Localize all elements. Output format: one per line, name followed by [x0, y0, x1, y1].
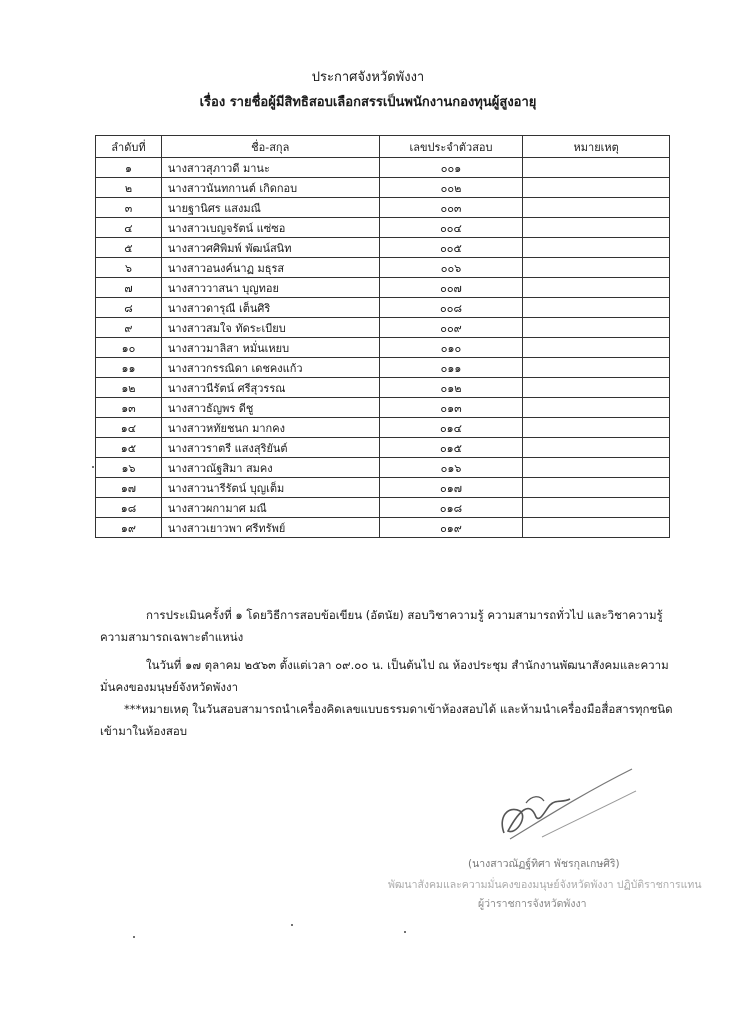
- note-cell: [523, 378, 670, 398]
- name-cell: นางสาวกรรณิดา เดชคงแก้ว: [161, 358, 379, 378]
- column-header-note: หมายเหตุ: [523, 136, 670, 158]
- note-cell: [523, 438, 670, 458]
- name-cell: นางสาวดารุณี เต็นศิริ: [161, 298, 379, 318]
- seq-cell: ๑๕: [96, 438, 162, 458]
- exam-number-cell: ๐๑๕: [379, 438, 523, 458]
- table-row: [96, 438, 670, 458]
- table-row: [96, 338, 670, 358]
- signatory-position-2: ผู้ว่าราชการจังหวัดพังงา: [478, 898, 587, 910]
- note-cell: [523, 298, 670, 318]
- exam-date-paragraph: ในวันที่ ๑๗ ตุลาคม ๒๕๖๓ ตั้งแต่เวลา ๐๙.๐๐ น. เป็นต้นไป ณ ห้องประชุม สำนักงานพัฒนาสังคมและความมั่นคงของมนุษย์จังหวัดพังงา: [100, 658, 669, 694]
- note-cell: [523, 178, 670, 198]
- note-cell: [523, 398, 670, 418]
- exam-number-cell: ๐๑๖: [379, 458, 523, 478]
- seq-cell: ๑๗: [96, 478, 162, 498]
- seq-cell: ๖: [96, 258, 162, 278]
- name-cell: นางสาวสมใจ ทัดระเบียบ: [161, 318, 379, 338]
- signatory-name: (นางสาวณัฏฐ์ทิศา พัชรกุลเกษศิริ): [468, 858, 620, 870]
- column-header-seq: ลำดับที่: [96, 136, 162, 158]
- exam-number-cell: ๐๐๓: [379, 198, 523, 218]
- table-row: [96, 198, 670, 218]
- seq-cell: ๑๖: [96, 458, 162, 478]
- signature-image: [490, 765, 640, 850]
- seq-cell: ๑๐: [96, 338, 162, 358]
- exam-number-cell: ๐๑๐: [379, 338, 523, 358]
- exam-method-paragraph: การประเมินครั้งที่ ๑ โดยวิธีการสอบข้อเขียน (อัตนัย) สอบวิชาความรู้ ความสามารถทั่วไป และวิชาความรู้ความสามารถเฉพาะตำแหน่ง: [100, 608, 663, 644]
- announcement-title: ประกาศจังหวัดพังงา: [311, 70, 425, 85]
- note-cell: [523, 238, 670, 258]
- table-row: [96, 378, 670, 398]
- table-row: [96, 398, 670, 418]
- table-row: [96, 258, 670, 278]
- table-row: [96, 358, 670, 378]
- seq-cell: ๑๘: [96, 498, 162, 518]
- name-cell: นางสาวณัฐสิมา สมคง: [161, 458, 379, 478]
- table-row: [96, 458, 670, 478]
- announcement-subject: เรื่อง รายชื่อผู้มีสิทธิสอบเลือกสรรเป็นพนักงานกองทุนผู้สูงอายุ: [199, 95, 537, 110]
- seq-cell: ๒: [96, 178, 162, 198]
- name-cell: นางสาวอนงค์นาฏ มธุรส: [161, 258, 379, 278]
- seq-cell: ๔: [96, 218, 162, 238]
- signatory-position: พัฒนาสังคมและความมั่นคงของมนุษย์จังหวัดพังงา ปฏิบัติราชการแทน: [388, 879, 702, 891]
- exam-number-cell: ๐๐๙: [379, 318, 523, 338]
- exam-number-cell: ๐๐๗: [379, 278, 523, 298]
- exam-number-cell: ๐๐๔: [379, 218, 523, 238]
- seq-cell: ๗: [96, 278, 162, 298]
- name-cell: นางสาวสุภาวดี มานะ: [161, 158, 379, 178]
- remark-paragraph: ***หมายเหตุ ในวันสอบสามารถนำเครื่องคิดเลขแบบธรรมดาเข้าห้องสอบได้ และห้ามนำเครื่องมือสื่อสารทุกชนิดเข้ามาในห้องสอบ: [100, 702, 673, 738]
- name-cell: นางสาวนีรัตน์ ศรีสุวรรณ: [161, 378, 379, 398]
- note-cell: [523, 318, 670, 338]
- seq-cell: ๑๙: [96, 518, 162, 538]
- note-cell: [523, 258, 670, 278]
- seq-cell: ๑๓: [96, 398, 162, 418]
- exam-number-cell: ๐๑๗: [379, 478, 523, 498]
- column-header-code: เลขประจำตัวสอบ: [379, 136, 523, 158]
- exam-number-cell: ๐๐๘: [379, 298, 523, 318]
- name-cell: นางสาวนารีรัตน์ บุญเต็ม: [161, 478, 379, 498]
- exam-number-cell: ๐๐๒: [379, 178, 523, 198]
- name-cell: นางสาวเบญจรัตน์ แซ่ซอ: [161, 218, 379, 238]
- name-cell: นางสาวหทัยชนก มากคง: [161, 418, 379, 438]
- note-cell: [523, 418, 670, 438]
- name-cell: นางสาวราตรี แสงสุริยันต์: [161, 438, 379, 458]
- table-row: [96, 158, 670, 178]
- name-cell: นางสาวธัญพร ดีชู: [161, 398, 379, 418]
- seq-cell: ๑: [96, 158, 162, 178]
- exam-number-cell: ๐๑๔: [379, 418, 523, 438]
- table-row: [96, 218, 670, 238]
- scan-speck: [404, 931, 406, 933]
- table-row: [96, 478, 670, 498]
- note-cell: [523, 338, 670, 358]
- exam-number-cell: ๐๑๓: [379, 398, 523, 418]
- candidate-table: [95, 135, 670, 538]
- table-header-row: [96, 136, 670, 158]
- scan-speck: [92, 466, 94, 468]
- table-row: [96, 278, 670, 298]
- seq-cell: ๓: [96, 198, 162, 218]
- exam-number-cell: ๐๑๒: [379, 378, 523, 398]
- table-row: [96, 518, 670, 538]
- table-row: [96, 298, 670, 318]
- exam-number-cell: ๐๐๖: [379, 258, 523, 278]
- exam-number-cell: ๐๑๙: [379, 518, 523, 538]
- note-cell: [523, 358, 670, 378]
- exam-number-cell: ๐๐๕: [379, 238, 523, 258]
- seq-cell: ๑๒: [96, 378, 162, 398]
- exam-number-cell: ๐๑๘: [379, 498, 523, 518]
- seq-cell: ๕: [96, 238, 162, 258]
- note-cell: [523, 478, 670, 498]
- table-row: [96, 498, 670, 518]
- column-header-name: ชื่อ-สกุล: [161, 136, 379, 158]
- name-cell: นางสาววาสนา บุญทอย: [161, 278, 379, 298]
- name-cell: นายฐานิศร แสงมณี: [161, 198, 379, 218]
- scan-speck: [291, 924, 293, 926]
- note-cell: [523, 518, 670, 538]
- seq-cell: ๑๔: [96, 418, 162, 438]
- scan-speck: [133, 936, 135, 938]
- seq-cell: ๙: [96, 318, 162, 338]
- note-cell: [523, 458, 670, 478]
- note-cell: [523, 498, 670, 518]
- name-cell: นางสาวผกามาศ มณี: [161, 498, 379, 518]
- name-cell: นางสาวนันทกานต์ เกิดกอบ: [161, 178, 379, 198]
- note-cell: [523, 198, 670, 218]
- note-cell: [523, 158, 670, 178]
- name-cell: นางสาวเยาวพา ศรีทรัพย์: [161, 518, 379, 538]
- exam-number-cell: ๐๑๑: [379, 358, 523, 378]
- seq-cell: ๑๑: [96, 358, 162, 378]
- note-cell: [523, 218, 670, 238]
- table-row: [96, 318, 670, 338]
- note-cell: [523, 278, 670, 298]
- name-cell: นางสาวศศิพิมพ์ พัฒน์สนิท: [161, 238, 379, 258]
- name-cell: นางสาวมาลิสา หมั่นเหยบ: [161, 338, 379, 358]
- table-row: [96, 238, 670, 258]
- table-row: [96, 418, 670, 438]
- seq-cell: ๘: [96, 298, 162, 318]
- table-row: [96, 178, 670, 198]
- exam-number-cell: ๐๐๑: [379, 158, 523, 178]
